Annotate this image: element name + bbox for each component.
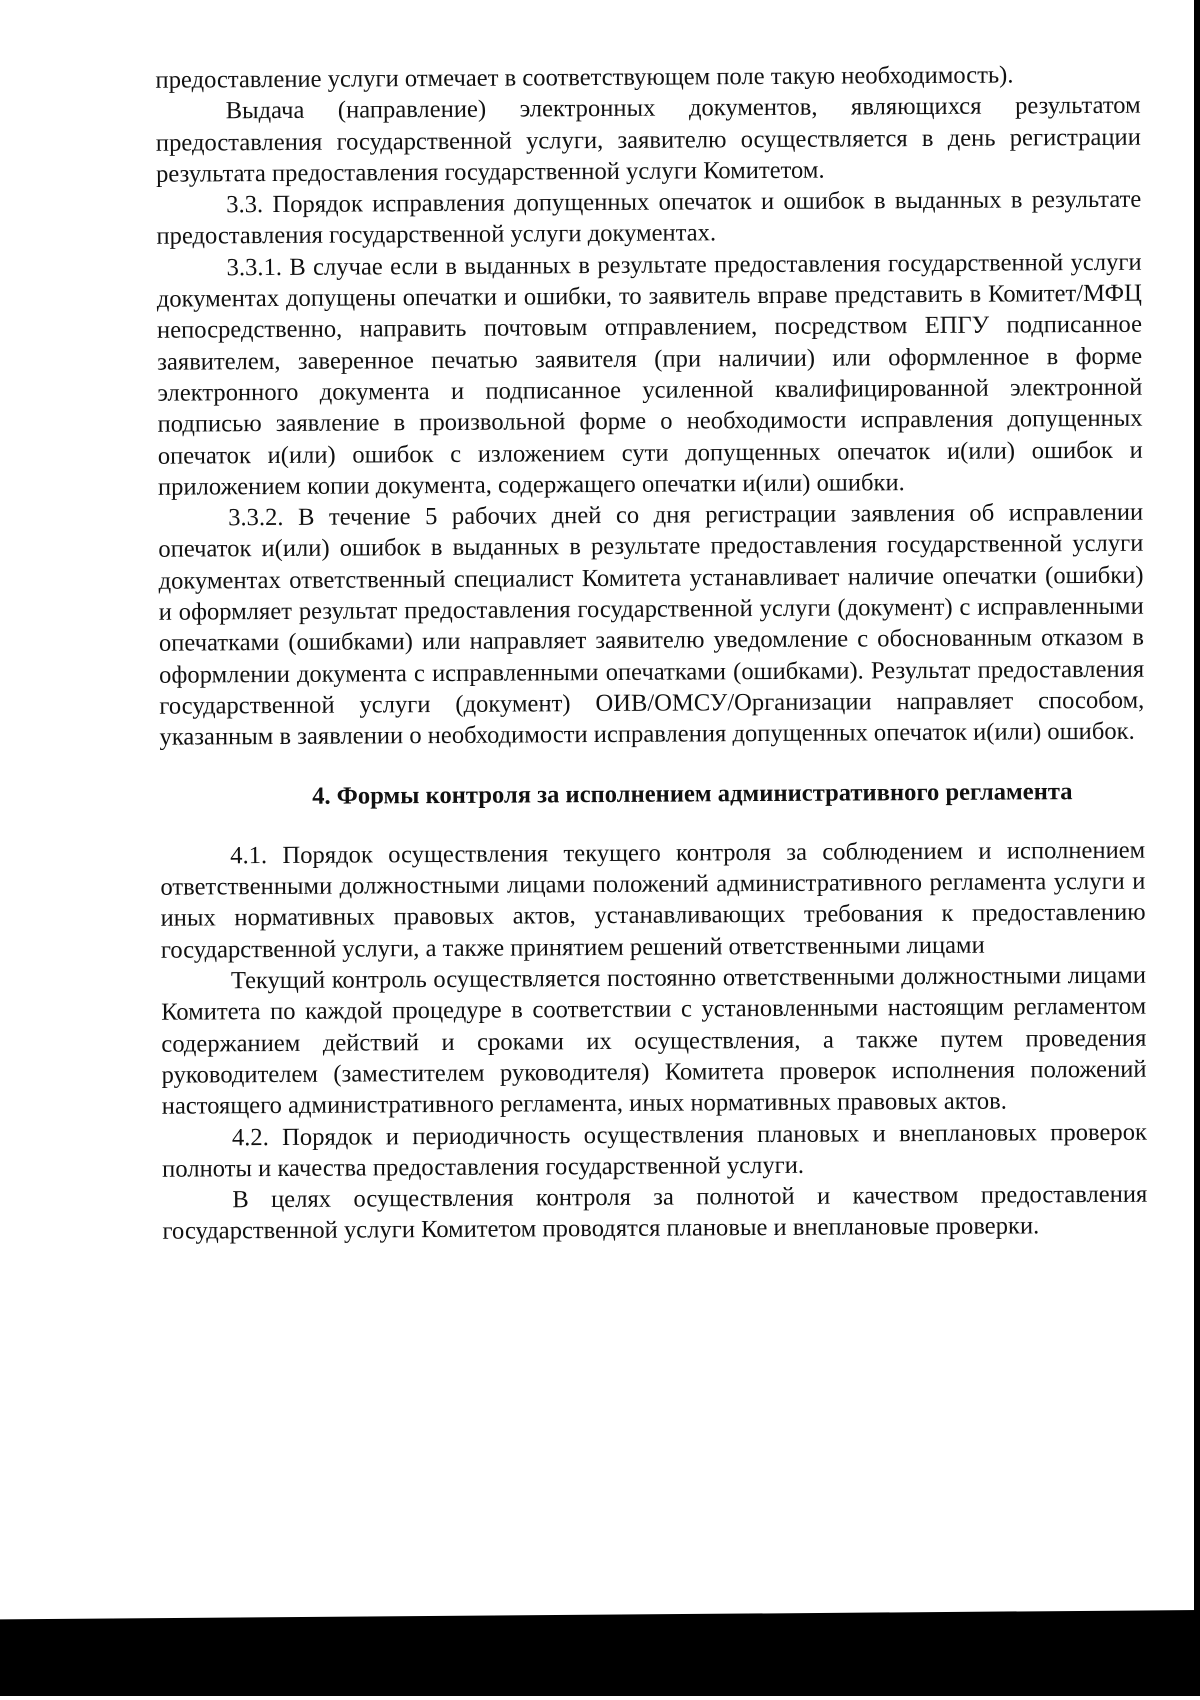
- paragraph-4-2: 4.2. Порядок и периодичность осуществления плановых и внеплановых проверок полноты и качества предоставления государственной услуги.: [162, 1118, 1148, 1183]
- paragraph-current-control: Текущий контроль осуществляется постоянно ответственными должностными лицами Комитета по каждой процедуре в соответствии с установленными настоящим регламентом содержанием действий и сроками их осуществления, а также путем проведения руководителем (заместителем руководителя) Комитета проверок исполнения положений настоящего административного регламента, иных нормативных правовых актов.: [161, 961, 1147, 1120]
- scan-right-border: [1194, 0, 1200, 1696]
- paragraph-4-1: 4.1. Порядок осуществления текущего контроля за соблюдением и исполнением ответственными должностными лицами положений административного регламента услуги и иных нормативных правовых актов, устанавливающих требования к предоставлению государственной услуги, а также принятием решений ответственными лицами: [160, 836, 1146, 964]
- paragraph-3-3-1: 3.3.1. В случае если в выданных в результате предоставления государственной услуги документах допущены опечатки и ошибки, то заявитель вправе представить в Комитет/МФЦ непосредственно, направить почтовым отправлением, посредством ЕПГУ подписанное заявителем, заверенное печатью заявителя (при наличии) или оформленное в форме электронного документа и подписанное усиленной квалифицированной электронной подписью заявление в произвольной форме о необходимости исправления допущенных опечаток и(или) ошибок с изложением сути допущенных опечаток и(или) ошибок и приложением копии документа, содержащего опечатки и(или) ошибки.: [156, 248, 1143, 501]
- paragraph-3-3-2: 3.3.2. В течение 5 рабочих дней со дня регистрации заявления об исправлении опечаток и(или) ошибок в выданных в результате предоставления государственной услуги документах ответственный специалист Комитета устанавливает наличие опечатки (ошибки) и оформляет результат предоставления государственной услуги (документ) с исправленными опечатками (ошибками) или направляет заявителю уведомление с обоснованным отказом в оформлении документа с исправленными опечатками (ошибками). Результат предоставления государственной услуги (документ) ОИВ/ОМСУ/Организации направляет способом, указанным в заявлении о необходимости исправления допущенных опечаток и(или) ошибок.: [158, 498, 1145, 751]
- scan-bottom-border: [0, 1621, 1200, 1696]
- paragraph-electronic-issuance: Выдача (направление) электронных документов, являющихся результатом предоставления государственной услуги, заявителю осуществляется в день регистрации результата предоставления государственной услуги Комитетом.: [155, 91, 1141, 188]
- section-4-heading: 4. Формы контроля за исполнением административного регламента: [312, 777, 1073, 810]
- paragraph-3-3: 3.3. Порядок исправления допущенных опечаток и ошибок в выданных в результате предоставления государственной услуги документах.: [156, 185, 1142, 251]
- paragraph-continuation: предоставление услуги отмечает в соответствующем поле такую необходимость).: [155, 61, 1014, 94]
- document-body: [155, 59, 1147, 1248]
- paragraph-inspections: В целях осуществления контроля за полнотой и качеством предоставления государственной услуги Комитетом проводятся плановые и внеплановые проверки.: [162, 1180, 1148, 1246]
